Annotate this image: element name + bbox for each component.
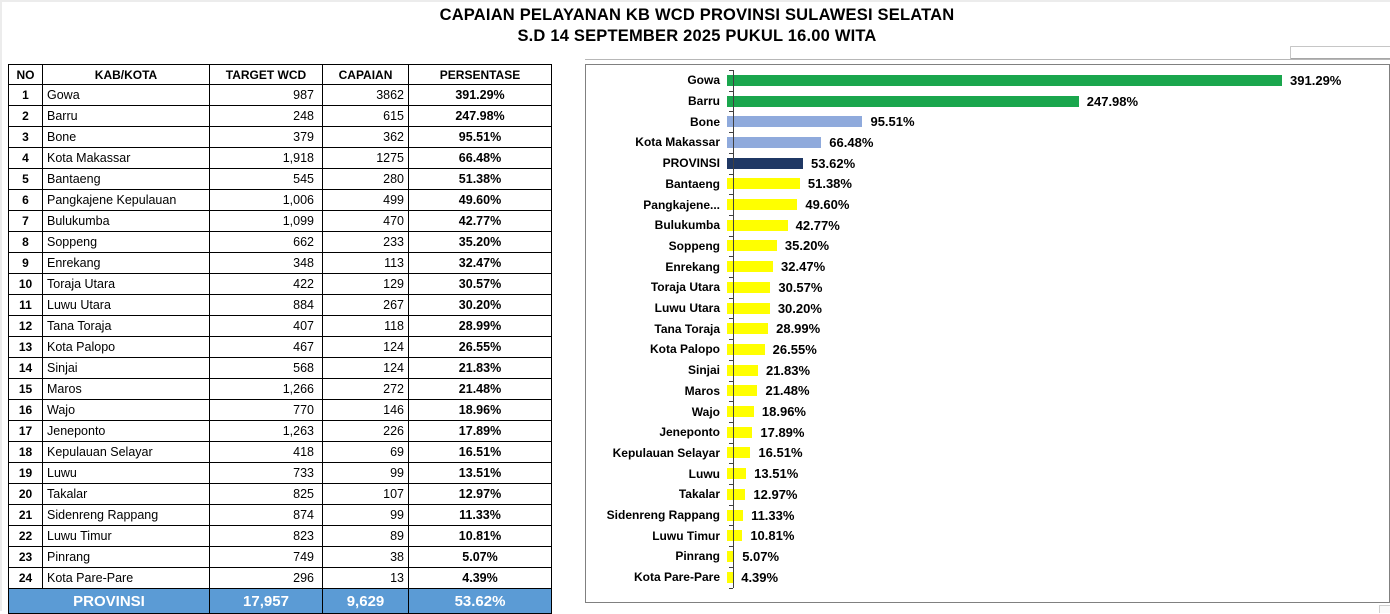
chart-value-label: 35.20% bbox=[784, 238, 830, 254]
chart-value-label: 10.81% bbox=[750, 528, 795, 544]
row-pct: 35.20% bbox=[409, 232, 552, 253]
row-kab-kota: Maros bbox=[43, 379, 210, 400]
row-kab-kota: Kota Palopo bbox=[43, 337, 210, 358]
total-label: PROVINSI bbox=[9, 589, 210, 614]
chart-value-label: 4.39% bbox=[741, 569, 779, 585]
row-kab-kota: Pangkajene Kepulauan bbox=[43, 190, 210, 211]
table-row bbox=[9, 85, 552, 106]
axis-tick bbox=[729, 91, 733, 92]
chart-category-label: Enrekang bbox=[665, 259, 720, 274]
row-target: 884 bbox=[210, 295, 323, 316]
chart-value-label: 391.29% bbox=[1290, 72, 1342, 88]
chart-bar-row bbox=[586, 111, 1389, 132]
axis-tick bbox=[729, 132, 733, 133]
chart-bar-row bbox=[586, 360, 1389, 381]
axis-tick bbox=[729, 339, 733, 340]
row-capaian: 226 bbox=[323, 421, 409, 442]
row-target: 1,263 bbox=[210, 421, 323, 442]
row-capaian: 107 bbox=[323, 484, 409, 505]
chart-category-label: Barru bbox=[687, 94, 720, 109]
chart-bar bbox=[727, 220, 788, 231]
row-pct: 30.20% bbox=[409, 295, 552, 316]
chart-category-label: Wajo bbox=[691, 404, 720, 419]
axis-tick bbox=[729, 546, 733, 547]
chart-bar-row bbox=[586, 505, 1389, 526]
row-no: 4 bbox=[9, 148, 43, 169]
chart-bar-row bbox=[586, 194, 1389, 215]
table-row bbox=[9, 106, 552, 127]
table-row bbox=[9, 484, 552, 505]
chart-bar bbox=[727, 510, 743, 521]
row-no: 16 bbox=[9, 400, 43, 421]
table-row bbox=[9, 505, 552, 526]
axis-tick bbox=[729, 236, 733, 237]
table-header-row bbox=[9, 65, 552, 85]
chart-bar-row bbox=[586, 567, 1389, 588]
axis-tick bbox=[729, 298, 733, 299]
row-no: 7 bbox=[9, 211, 43, 232]
row-kab-kota: Luwu Utara bbox=[43, 295, 210, 316]
bar-chart-panel bbox=[585, 64, 1390, 603]
chart-bar bbox=[727, 240, 777, 251]
row-kab-kota: Pinrang bbox=[43, 547, 210, 568]
table-row bbox=[9, 274, 552, 295]
table-row bbox=[9, 127, 552, 148]
report-title-line1: CAPAIAN PELAYANAN KB WCD PROVINSI SULAWESI SELATAN bbox=[439, 6, 955, 24]
row-kab-kota: Kota Pare-Pare bbox=[43, 568, 210, 589]
chart-category-label: Kota Pare-Pare bbox=[633, 570, 720, 585]
row-kab-kota: Tana Toraja bbox=[43, 316, 210, 337]
row-no: 17 bbox=[9, 421, 43, 442]
chart-category-label: Gowa bbox=[687, 73, 720, 88]
row-capaian: 615 bbox=[323, 106, 409, 127]
chart-bar-row bbox=[586, 381, 1389, 402]
header-target-wcd: TARGET WCD bbox=[210, 65, 323, 85]
chart-bar-row bbox=[586, 463, 1389, 484]
row-pct: 32.47% bbox=[409, 253, 552, 274]
row-pct: 28.99% bbox=[409, 316, 552, 337]
row-capaian: 13 bbox=[323, 568, 409, 589]
row-no: 9 bbox=[9, 253, 43, 274]
chart-bar-row bbox=[586, 525, 1389, 546]
kb-data-table bbox=[8, 64, 552, 614]
total-target: 17,957 bbox=[210, 589, 323, 614]
table-total-row bbox=[9, 589, 552, 614]
row-pct: 18.96% bbox=[409, 400, 552, 421]
row-kab-kota: Enrekang bbox=[43, 253, 210, 274]
table-row bbox=[9, 526, 552, 547]
row-no: 13 bbox=[9, 337, 43, 358]
table-row bbox=[9, 421, 552, 442]
axis-tick bbox=[729, 567, 733, 568]
row-target: 248 bbox=[210, 106, 323, 127]
row-pct: 12.97% bbox=[409, 484, 552, 505]
chart-value-label: 30.20% bbox=[777, 300, 822, 316]
chart-value-label: 12.97% bbox=[753, 486, 798, 502]
chart-category-label: Toraja Utara bbox=[650, 280, 720, 295]
row-kab-kota: Bone bbox=[43, 127, 210, 148]
chart-bar-row bbox=[586, 298, 1389, 319]
divider-line bbox=[585, 59, 1390, 60]
chart-value-label: 42.77% bbox=[795, 217, 840, 233]
row-no: 24 bbox=[9, 568, 43, 589]
chart-category-label: Pangkajene... bbox=[643, 197, 720, 212]
chart-value-label: 66.48% bbox=[829, 134, 874, 150]
chart-category-label: Bone bbox=[690, 114, 720, 129]
axis-tick bbox=[729, 463, 733, 464]
row-no: 8 bbox=[9, 232, 43, 253]
row-capaian: 118 bbox=[323, 316, 409, 337]
row-kab-kota: Bulukumba bbox=[43, 211, 210, 232]
chart-bar-row bbox=[586, 484, 1389, 505]
chart-y-axis bbox=[733, 70, 734, 588]
table-row bbox=[9, 568, 552, 589]
row-capaian: 470 bbox=[323, 211, 409, 232]
table-row bbox=[9, 400, 552, 421]
axis-tick bbox=[729, 277, 733, 278]
table-row bbox=[9, 358, 552, 379]
chart-value-label: 95.51% bbox=[870, 114, 915, 130]
header-kab-kota: KAB/KOTA bbox=[43, 65, 210, 85]
row-kab-kota: Kota Makassar bbox=[43, 148, 210, 169]
chart-value-label: 32.47% bbox=[781, 259, 826, 275]
chart-bar-row bbox=[586, 277, 1389, 298]
table-row bbox=[9, 463, 552, 484]
row-capaian: 267 bbox=[323, 295, 409, 316]
row-target: 987 bbox=[210, 85, 323, 106]
row-kab-kota: Kepulauan Selayar bbox=[43, 442, 210, 463]
chart-bar-row bbox=[586, 546, 1389, 567]
chart-category-label: PROVINSI bbox=[662, 156, 720, 171]
chart-bar bbox=[727, 489, 745, 500]
row-target: 348 bbox=[210, 253, 323, 274]
chart-value-label: 17.89% bbox=[760, 424, 805, 440]
axis-tick bbox=[729, 525, 733, 526]
row-pct: 95.51% bbox=[409, 127, 552, 148]
chart-bar-row bbox=[586, 318, 1389, 339]
chart-value-label: 21.48% bbox=[765, 383, 810, 399]
row-capaian: 272 bbox=[323, 379, 409, 400]
axis-tick bbox=[729, 174, 733, 175]
chart-category-label: Luwu Utara bbox=[654, 301, 720, 316]
axis-tick bbox=[729, 484, 733, 485]
row-pct: 21.48% bbox=[409, 379, 552, 400]
corner-box-artifact bbox=[1379, 605, 1390, 613]
table-row bbox=[9, 211, 552, 232]
axis-tick bbox=[729, 505, 733, 506]
row-no: 19 bbox=[9, 463, 43, 484]
chart-value-label: 11.33% bbox=[751, 507, 795, 523]
row-target: 1,266 bbox=[210, 379, 323, 400]
row-no: 22 bbox=[9, 526, 43, 547]
chart-bar-row bbox=[586, 236, 1389, 257]
row-capaian: 89 bbox=[323, 526, 409, 547]
chart-bar-row bbox=[586, 443, 1389, 464]
header-capaian: CAPAIAN bbox=[323, 65, 409, 85]
row-pct: 66.48% bbox=[409, 148, 552, 169]
table-row bbox=[9, 295, 552, 316]
chart-category-label: Luwu Timur bbox=[652, 528, 720, 543]
chart-bar bbox=[727, 116, 862, 127]
chart-category-label: Bulukumba bbox=[654, 218, 720, 233]
chart-bar bbox=[727, 406, 754, 417]
chart-value-label: 21.83% bbox=[765, 362, 811, 378]
row-capaian: 1275 bbox=[323, 148, 409, 169]
axis-tick bbox=[729, 256, 733, 257]
row-no: 6 bbox=[9, 190, 43, 211]
row-no: 18 bbox=[9, 442, 43, 463]
chart-category-label: Sinjai bbox=[687, 363, 720, 378]
chart-category-label: Sidenreng Rappang bbox=[606, 508, 720, 523]
axis-tick bbox=[729, 443, 733, 444]
chart-bar bbox=[727, 385, 757, 396]
axis-tick bbox=[729, 215, 733, 216]
row-target: 467 bbox=[210, 337, 323, 358]
chart-bar bbox=[727, 530, 742, 541]
row-no: 23 bbox=[9, 547, 43, 568]
row-capaian: 362 bbox=[323, 127, 409, 148]
row-pct: 26.55% bbox=[409, 337, 552, 358]
chart-category-label: Kota Makassar bbox=[635, 135, 720, 150]
chart-bar-row bbox=[586, 174, 1389, 195]
row-target: 825 bbox=[210, 484, 323, 505]
row-pct: 16.51% bbox=[409, 442, 552, 463]
row-target: 379 bbox=[210, 127, 323, 148]
row-pct: 391.29% bbox=[409, 85, 552, 106]
row-kab-kota: Wajo bbox=[43, 400, 210, 421]
chart-bar bbox=[727, 178, 800, 189]
row-no: 10 bbox=[9, 274, 43, 295]
chart-category-label: Bantaeng bbox=[665, 176, 720, 191]
chart-bar bbox=[727, 75, 1282, 86]
chart-bar bbox=[727, 468, 746, 479]
floating-box-artifact bbox=[1290, 46, 1390, 59]
chart-bar-row bbox=[586, 422, 1389, 443]
row-no: 2 bbox=[9, 106, 43, 127]
chart-value-label: 49.60% bbox=[805, 197, 850, 213]
header-persentase: PERSENTASE bbox=[409, 65, 552, 85]
chart-value-label: 5.07% bbox=[742, 548, 780, 564]
chart-bar bbox=[727, 199, 797, 210]
chart-bar bbox=[727, 427, 752, 438]
axis-tick bbox=[729, 153, 733, 154]
chart-value-label: 51.38% bbox=[807, 176, 852, 192]
chart-bar bbox=[727, 158, 803, 169]
row-target: 1,918 bbox=[210, 148, 323, 169]
axis-tick bbox=[729, 422, 733, 423]
row-no: 14 bbox=[9, 358, 43, 379]
row-pct: 13.51% bbox=[409, 463, 552, 484]
chart-bar-row bbox=[586, 256, 1389, 277]
row-no: 21 bbox=[9, 505, 43, 526]
row-target: 749 bbox=[210, 547, 323, 568]
row-pct: 11.33% bbox=[409, 505, 552, 526]
row-capaian: 3862 bbox=[323, 85, 409, 106]
row-pct: 21.83% bbox=[409, 358, 552, 379]
chart-value-label: 53.62% bbox=[811, 155, 856, 171]
chart-category-label: Kepulauan Selayar bbox=[612, 445, 720, 460]
chart-bar-row bbox=[586, 401, 1389, 422]
axis-tick bbox=[729, 111, 733, 112]
table-row bbox=[9, 253, 552, 274]
chart-bar-row bbox=[586, 339, 1389, 360]
chart-value-label: 30.57% bbox=[778, 279, 823, 295]
report-title bbox=[2, 5, 1390, 47]
chart-value-label: 26.55% bbox=[772, 341, 817, 357]
row-capaian: 233 bbox=[323, 232, 409, 253]
row-no: 1 bbox=[9, 85, 43, 106]
table-row bbox=[9, 190, 552, 211]
row-target: 296 bbox=[210, 568, 323, 589]
row-pct: 4.39% bbox=[409, 568, 552, 589]
row-kab-kota: Sinjai bbox=[43, 358, 210, 379]
chart-category-label: Soppeng bbox=[668, 238, 720, 253]
row-kab-kota: Luwu Timur bbox=[43, 526, 210, 547]
row-pct: 10.81% bbox=[409, 526, 552, 547]
row-target: 1,099 bbox=[210, 211, 323, 232]
axis-tick bbox=[729, 70, 733, 71]
row-no: 3 bbox=[9, 127, 43, 148]
chart-plot bbox=[586, 65, 1389, 602]
row-kab-kota: Soppeng bbox=[43, 232, 210, 253]
row-target: 770 bbox=[210, 400, 323, 421]
row-target: 733 bbox=[210, 463, 323, 484]
row-capaian: 99 bbox=[323, 505, 409, 526]
chart-category-label: Tana Toraja bbox=[654, 321, 720, 336]
table-row bbox=[9, 379, 552, 400]
axis-tick bbox=[729, 381, 733, 382]
table-body bbox=[9, 85, 552, 589]
axis-tick bbox=[729, 360, 733, 361]
row-kab-kota: Gowa bbox=[43, 85, 210, 106]
chart-bar-row bbox=[586, 215, 1389, 236]
row-target: 874 bbox=[210, 505, 323, 526]
row-capaian: 499 bbox=[323, 190, 409, 211]
chart-bar-row bbox=[586, 91, 1389, 112]
row-pct: 5.07% bbox=[409, 547, 552, 568]
row-no: 20 bbox=[9, 484, 43, 505]
total-pct: 53.62% bbox=[409, 589, 552, 614]
chart-bar-row bbox=[586, 70, 1389, 91]
row-pct: 30.57% bbox=[409, 274, 552, 295]
row-target: 545 bbox=[210, 169, 323, 190]
chart-category-label: Kota Palopo bbox=[649, 342, 720, 357]
chart-bar-row bbox=[586, 132, 1389, 153]
axis-tick bbox=[729, 401, 733, 402]
row-kab-kota: Bantaeng bbox=[43, 169, 210, 190]
chart-bar bbox=[727, 447, 750, 458]
row-kab-kota: Toraja Utara bbox=[43, 274, 210, 295]
row-kab-kota: Barru bbox=[43, 106, 210, 127]
chart-bar bbox=[727, 137, 821, 148]
row-pct: 247.98% bbox=[409, 106, 552, 127]
row-capaian: 146 bbox=[323, 400, 409, 421]
row-capaian: 129 bbox=[323, 274, 409, 295]
table-row bbox=[9, 337, 552, 358]
row-target: 418 bbox=[210, 442, 323, 463]
row-capaian: 38 bbox=[323, 547, 409, 568]
total-capaian: 9,629 bbox=[323, 589, 409, 614]
table-row bbox=[9, 547, 552, 568]
chart-category-label: Pinrang bbox=[675, 549, 720, 564]
row-kab-kota: Sidenreng Rappang bbox=[43, 505, 210, 526]
table-row bbox=[9, 148, 552, 169]
chart-bar bbox=[727, 365, 758, 376]
row-kab-kota: Luwu bbox=[43, 463, 210, 484]
row-no: 11 bbox=[9, 295, 43, 316]
row-target: 407 bbox=[210, 316, 323, 337]
axis-tick bbox=[729, 194, 733, 195]
row-target: 823 bbox=[210, 526, 323, 547]
row-capaian: 99 bbox=[323, 463, 409, 484]
chart-bar-row bbox=[586, 153, 1389, 174]
row-capaian: 124 bbox=[323, 337, 409, 358]
row-capaian: 280 bbox=[323, 169, 409, 190]
row-pct: 49.60% bbox=[409, 190, 552, 211]
chart-value-label: 247.98% bbox=[1086, 93, 1139, 109]
table-row bbox=[9, 442, 552, 463]
row-kab-kota: Jeneponto bbox=[43, 421, 210, 442]
report-title-line2: S.D 14 SEPTEMBER 2025 PUKUL 16.00 WITA bbox=[517, 27, 877, 45]
row-pct: 17.89% bbox=[409, 421, 552, 442]
chart-category-label: Maros bbox=[684, 383, 720, 398]
row-pct: 51.38% bbox=[409, 169, 552, 190]
row-target: 1,006 bbox=[210, 190, 323, 211]
row-target: 422 bbox=[210, 274, 323, 295]
row-capaian: 124 bbox=[323, 358, 409, 379]
chart-bar bbox=[727, 96, 1079, 107]
row-target: 662 bbox=[210, 232, 323, 253]
chart-value-label: 13.51% bbox=[754, 466, 799, 482]
row-kab-kota: Takalar bbox=[43, 484, 210, 505]
chart-category-label: Luwu bbox=[688, 466, 720, 481]
chart-value-label: 16.51% bbox=[758, 445, 803, 461]
row-no: 15 bbox=[9, 379, 43, 400]
row-no: 5 bbox=[9, 169, 43, 190]
table-row bbox=[9, 232, 552, 253]
chart-value-label: 28.99% bbox=[776, 321, 821, 337]
row-pct: 42.77% bbox=[409, 211, 552, 232]
chart-category-label: Jeneponto bbox=[659, 425, 720, 440]
chart-category-label: Takalar bbox=[678, 487, 720, 502]
row-capaian: 113 bbox=[323, 253, 409, 274]
table-row bbox=[9, 169, 552, 190]
row-capaian: 69 bbox=[323, 442, 409, 463]
axis-tick bbox=[729, 318, 733, 319]
header-no: NO bbox=[9, 65, 43, 85]
axis-tick bbox=[729, 588, 733, 589]
row-no: 12 bbox=[9, 316, 43, 337]
table-row bbox=[9, 316, 552, 337]
chart-value-label: 18.96% bbox=[761, 404, 806, 420]
row-target: 568 bbox=[210, 358, 323, 379]
